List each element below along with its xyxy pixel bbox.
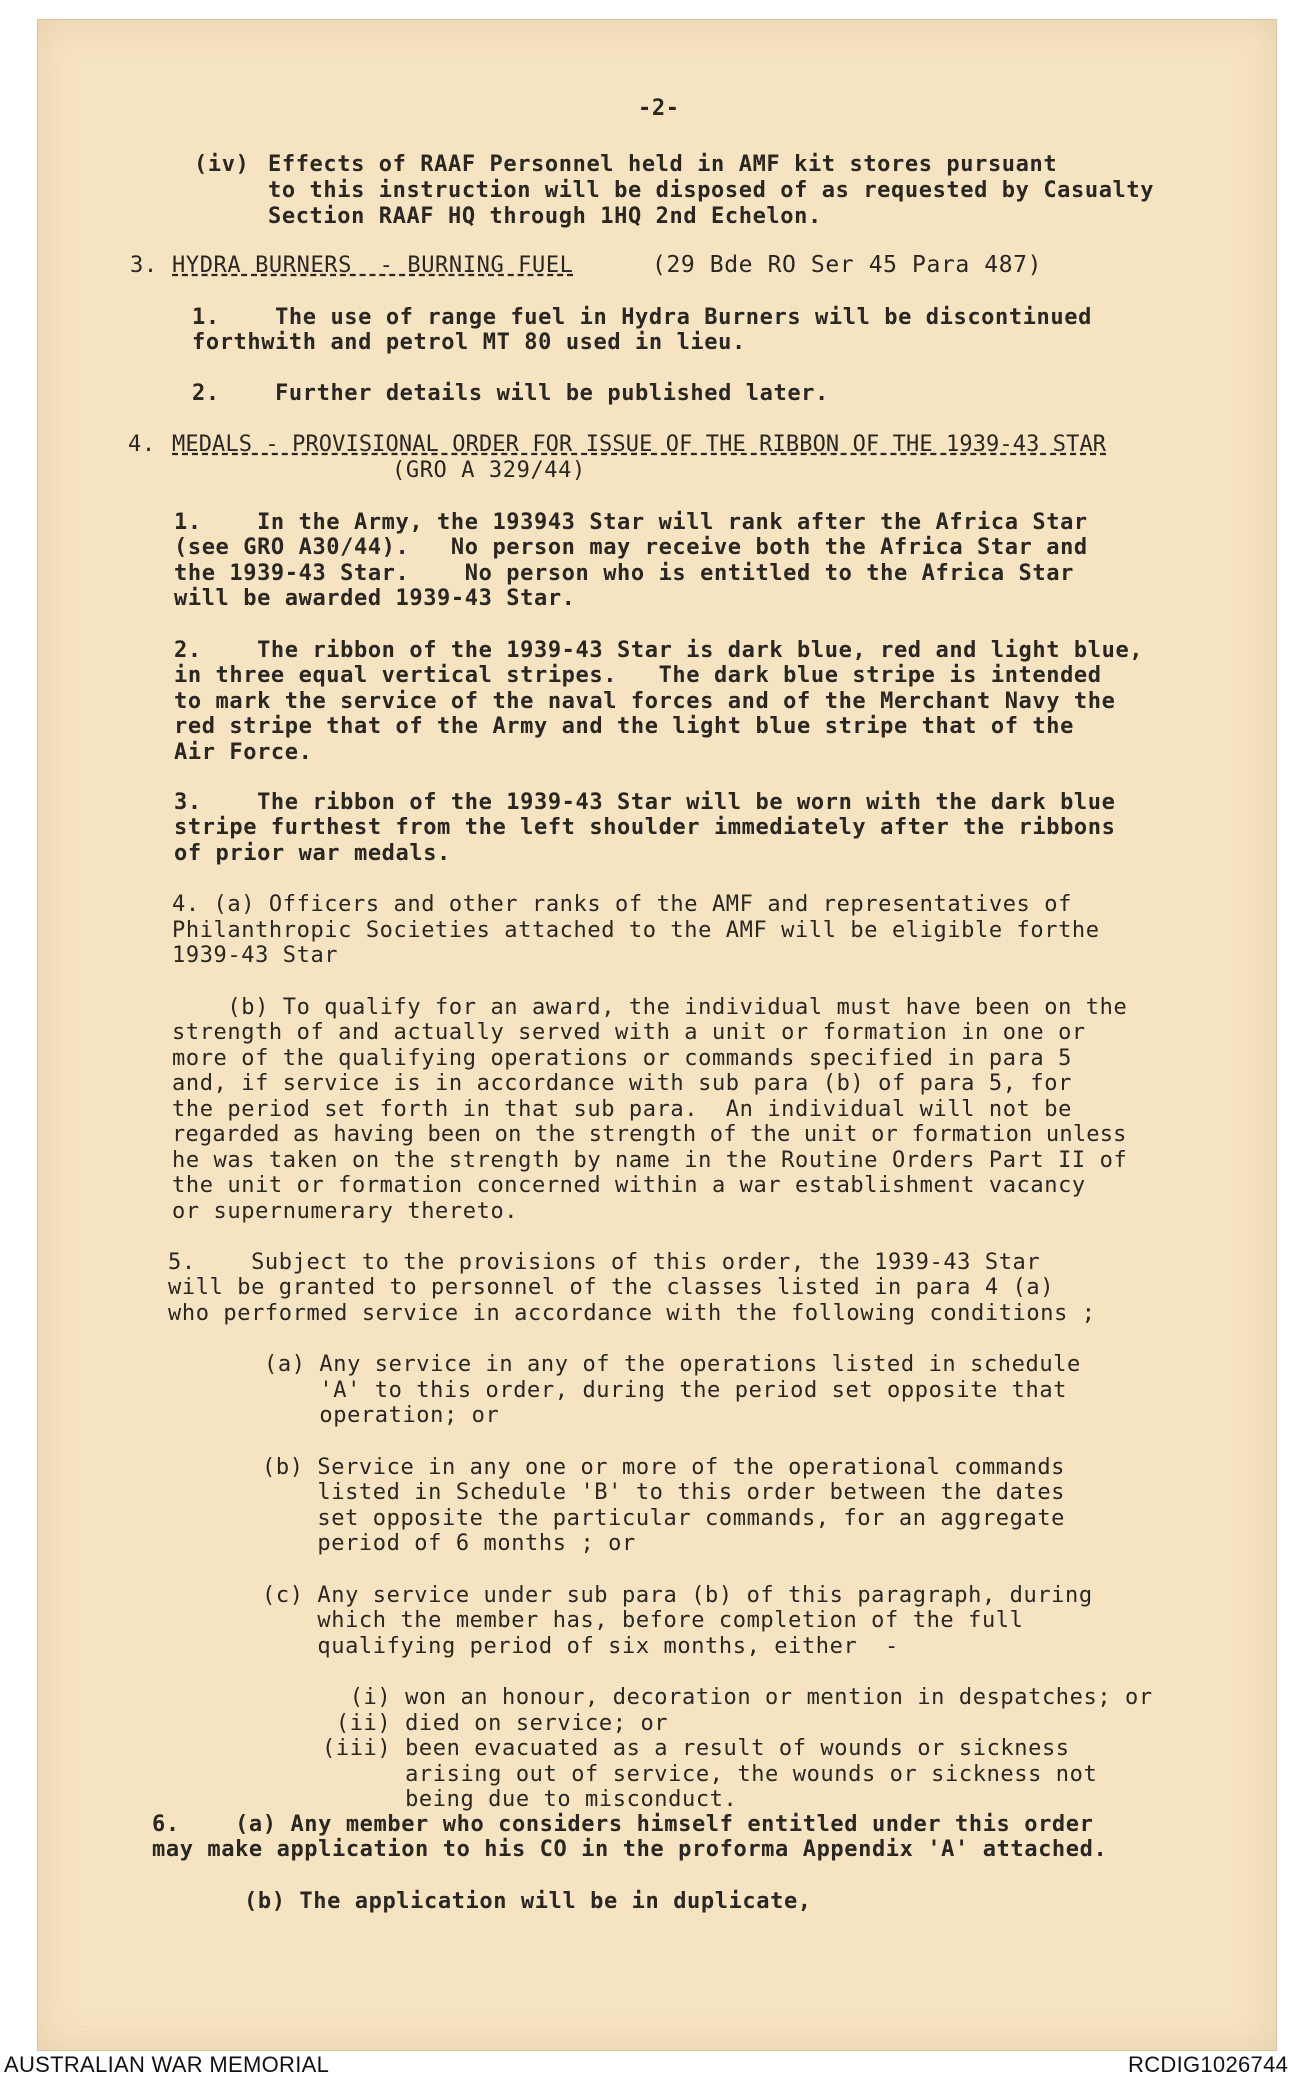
section-4-para-5b-line-3: set opposite the particular commands, for an aggregate [262, 1506, 1066, 1531]
section-4-para-4a-line-1: 4. (a) Officers and other ranks of the AMF and representatives of [172, 892, 1072, 917]
section-4-para-5b-line-1: (b) Service in any one or more of the operational commands [262, 1455, 1066, 1480]
item-iv-line-3: Section RAAF HQ through 1HQ 2nd Echelon. [268, 204, 822, 229]
section-4-para-1-line-4: will be awarded 1939-43 Star. [174, 586, 576, 611]
section-4-para-5b-line-4: period of 6 months ; or [262, 1531, 636, 1556]
section-4-para-5-line-2: will be granted to personnel of the classes listed in para 4 (a) [168, 1275, 1055, 1300]
section-4-para-4b-line-4: and, if service is in accordance with sub para (b) of para 5, for [172, 1071, 1072, 1096]
footer-source: AUSTRALIAN WAR MEMORIAL [4, 2052, 330, 2077]
section-4-sub-iii-line-2: arising out of service, the wounds or sickness not [322, 1762, 1098, 1787]
section-4-para-5c-line-1: (c) Any service under sub para (b) of this paragraph, during [262, 1583, 1093, 1608]
section-4-para-3-line-3: of prior war medals. [174, 841, 451, 866]
section-4-reference: (GRO A 329/44) [392, 458, 586, 483]
section-4-para-6a-line-1: 6. (a) Any member who considers himself entitled under this order [152, 1812, 1094, 1837]
section-4-para-4b-line-9: or supernumerary thereto. [172, 1199, 519, 1224]
section-3-para-2: 2. Further details will be published later. [192, 381, 829, 406]
section-4-para-4b-line-3: more of the qualifying operations or commands specified in para 5 [172, 1046, 1072, 1071]
section-3-para-1-line-2: forthwith and petrol MT 80 used in lieu. [192, 330, 746, 355]
section-4-para-3-line-1: 3. The ribbon of the 1939-43 Star will be worn with the dark blue [174, 790, 1116, 815]
section-4-para-5c-line-3: qualifying period of six months, either - [262, 1634, 899, 1659]
section-4-para-5a-line-3: operation; or [264, 1403, 500, 1428]
section-4-heading: MEDALS - PROVISIONAL ORDER FOR ISSUE OF THE RIBBON OF THE 1939-43 STAR [172, 432, 1107, 457]
section-4-sub-iii-line-3: being due to misconduct. [322, 1787, 738, 1812]
footer-record-id: RCDIG1026744 [1128, 2052, 1289, 2077]
section-4-para-2-line-1: 2. The ribbon of the 1939-43 Star is dark blue, red and light blue, [174, 638, 1144, 663]
section-4-para-3-line-2: stripe furthest from the left shoulder immediately after the ribbons [174, 815, 1116, 840]
section-4-para-1-line-1: 1. In the Army, the 193943 Star will rank after the Africa Star [174, 510, 1088, 535]
section-4-para-5a-line-2: 'A' to this order, during the period set opposite that [264, 1378, 1068, 1403]
section-4-para-1-line-3: the 1939-43 Star. No person who is entitled to the Africa Star [174, 561, 1074, 586]
section-3-heading: HYDRA BURNERS - BURNING FUEL [172, 253, 574, 278]
section-4-para-6b: (b) The application will be in duplicate, [244, 1889, 812, 1914]
section-4-para-4a-line-2: Philanthropic Societies attached to the AMF will be eligible forthe [172, 918, 1100, 943]
section-3-reference: (29 Bde RO Ser 45 Para 487) [652, 252, 1043, 278]
section-4-para-4b-line-1: (b) To qualify for an award, the individual must have been on the [172, 995, 1128, 1020]
item-iv-number: (iv) [194, 152, 250, 177]
section-4-number: 4. [128, 432, 156, 457]
section-4-para-5a-line-1: (a) Any service in any of the operations listed in schedule [264, 1352, 1081, 1377]
page-number: -2- [638, 96, 680, 121]
section-3-para-1-line-1: 1. The use of range fuel in Hydra Burners will be discontinued [192, 305, 1092, 330]
section-4-para-4b-line-2: strength of and actually served with a unit or formation in one or [172, 1020, 1086, 1045]
section-4-para-5c-line-2: which the member has, before completion of the full [262, 1608, 1024, 1633]
section-4-para-4b-line-6: regarded as having been on the strength of the unit or formation unless [172, 1122, 1127, 1147]
section-4-para-5-line-3: who performed service in accordance with the following conditions ; [168, 1301, 1096, 1326]
section-4-sub-i: (i) won an honour, decoration or mention in despatches; or [322, 1685, 1153, 1710]
section-4-para-6a-line-2: may make application to his CO in the proforma Appendix 'A' attached. [152, 1837, 1108, 1862]
section-4-para-2-line-2: in three equal vertical stripes. The dark blue stripe is intended [174, 663, 1102, 688]
section-4-sub-ii: (ii) died on service; or [322, 1711, 669, 1736]
section-4-sub-iii-line-1: (iii) been evacuated as a result of wounds or sickness [322, 1736, 1070, 1761]
section-3-number: 3. [130, 253, 158, 278]
section-4-para-2-line-4: red stripe that of the Army and the light blue stripe that of the [174, 714, 1074, 739]
section-4-para-5-line-1: 5. Subject to the provisions of this order, the 1939-43 Star [168, 1250, 1041, 1275]
item-iv-line-1: Effects of RAAF Personnel held in AMF kit stores pursuant [268, 152, 1058, 177]
section-4-para-4b-line-5: the period set forth in that sub para. An individual will not be [172, 1097, 1072, 1122]
section-4-para-4b-line-7: he was taken on the strength by name in the Routine Orders Part II of [172, 1148, 1128, 1173]
section-4-para-5b-line-2: listed in Schedule 'B' to this order between the dates [262, 1480, 1066, 1505]
section-4-para-4b-line-8: the unit or formation concerned within a war establishment vacancy [172, 1173, 1086, 1198]
section-4-para-2-line-5: Air Force. [174, 740, 313, 765]
section-4-para-1-line-2: (see GRO A30/44). No person may receive both the Africa Star and [174, 535, 1088, 560]
item-iv-line-2: to this instruction will be disposed of as requested by Casualty [268, 178, 1155, 203]
section-4-para-4a-line-3: 1939-43 Star [172, 943, 339, 968]
section-4-para-2-line-3: to mark the service of the naval forces and of the Merchant Navy the [174, 689, 1116, 714]
